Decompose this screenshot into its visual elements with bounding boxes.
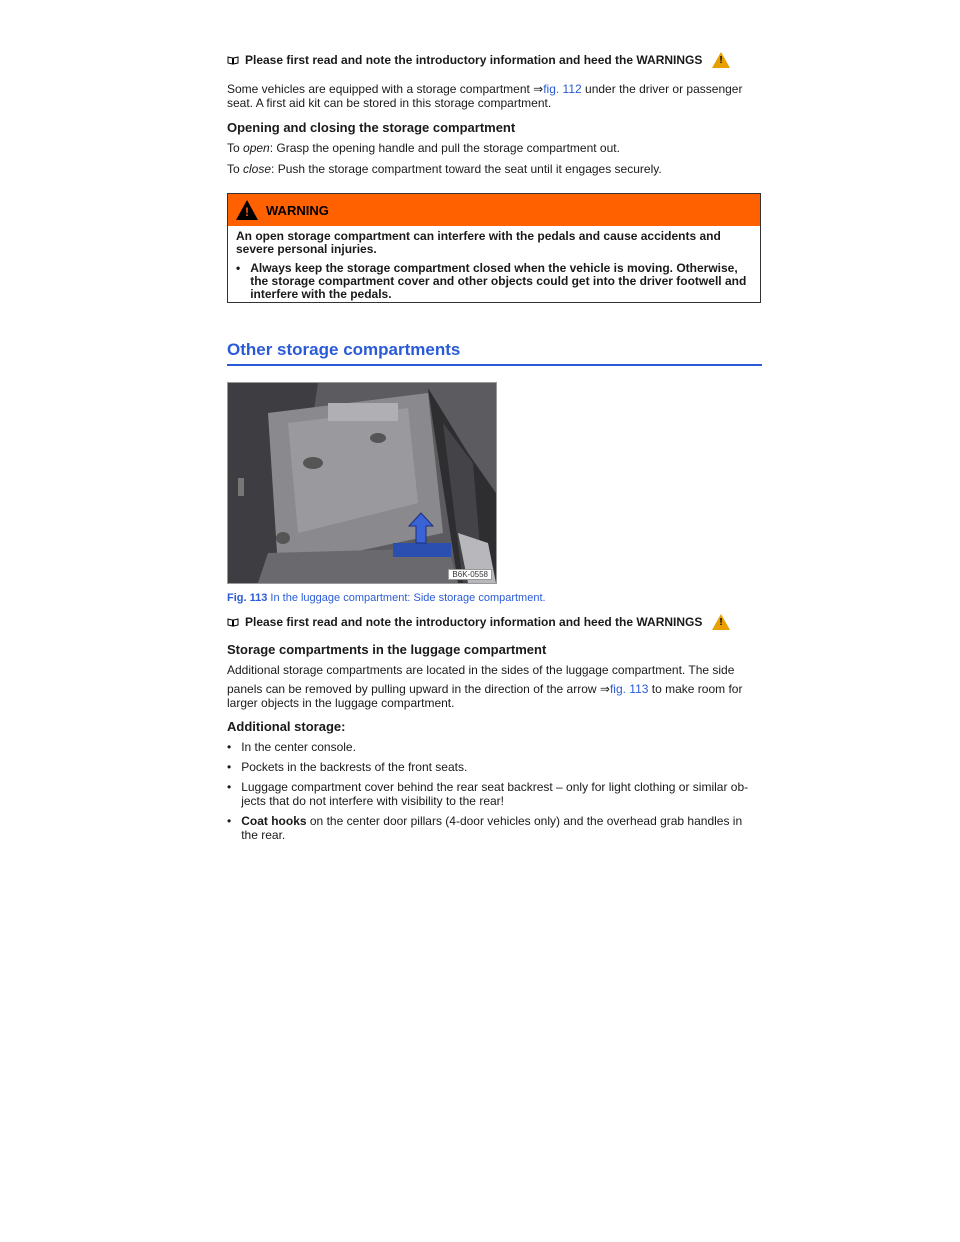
figure-113 <box>227 382 497 584</box>
heading-additional-storage: Additional storage: <box>227 719 346 734</box>
heading-luggage-storage: Storage compartments in the luggage compartment <box>227 642 547 657</box>
intro-note-2: Please first read and note the introductory information and heed the WARNINGS ! <box>227 614 762 630</box>
book-icon <box>227 618 239 627</box>
list-item: • Pockets in the backrests of the front seats. <box>227 760 468 774</box>
warning-text: An open storage compartment can interfere with the pedals and cause accidents and severe personal injuries. <box>236 229 721 256</box>
list-item: • In the center console. <box>227 740 356 754</box>
warning-box <box>227 193 761 303</box>
warning-header: ! WARNING <box>228 194 760 226</box>
warning-bullet: • Always keep the storage compartment closed when the vehicle is moving. Otherwise, the storage compartment cover and other objects could get into the driver footwell and interfere with the pedals. <box>236 261 747 301</box>
para-storage-under-seat: Some vehicles are equipped with a storage compartment ⇒fig. 112 under the driver or passenger seat. A first aid kit can be stored in this storage compartment. <box>227 82 743 110</box>
figure-code: B6K-0558 <box>448 569 492 580</box>
figure-caption: Fig. 113 In the luggage compartment: Side storage compartment. <box>227 592 546 604</box>
fig-113-link[interactable]: fig. 113 <box>609 682 649 696</box>
section-title: Other storage compartments <box>227 340 762 366</box>
luggage-compartment-image <box>228 383 496 583</box>
book-icon <box>227 56 239 65</box>
fig-112-link[interactable]: fig. 112 <box>543 82 582 96</box>
warning-icon <box>236 200 258 220</box>
warning-triangle-icon <box>712 52 730 68</box>
warning-triangle-icon <box>712 614 730 630</box>
list-item: • Luggage compartment cover behind the rear seat backrest – only for light clothing or similar ob-jects that do not interfere with visibility to the rear! <box>227 780 749 808</box>
heading-opening-closing: Opening and closing the storage compartment <box>227 120 516 135</box>
list-item: • Coat hooks on the center door pillars (4-door vehicles only) and the overhead grab handles in the rear. <box>227 814 743 842</box>
para-luggage-1: Additional storage compartments are located in the sides of the luggage compartment. The side <box>227 663 735 677</box>
intro-note: Please first read and note the introductory information and heed the WARNINGS ! <box>227 52 762 68</box>
storage-list <box>227 740 762 842</box>
close-instruction: To close: Push the storage compartment toward the seat until it engages securely. <box>227 162 662 176</box>
open-instruction: To open: Grasp the opening handle and pull the storage compartment out. <box>227 141 620 155</box>
para-luggage-2: panels can be removed by pulling upward in the direction of the arrow ⇒fig. 113 to make room for larger objects in the luggage compartment. <box>227 682 743 710</box>
